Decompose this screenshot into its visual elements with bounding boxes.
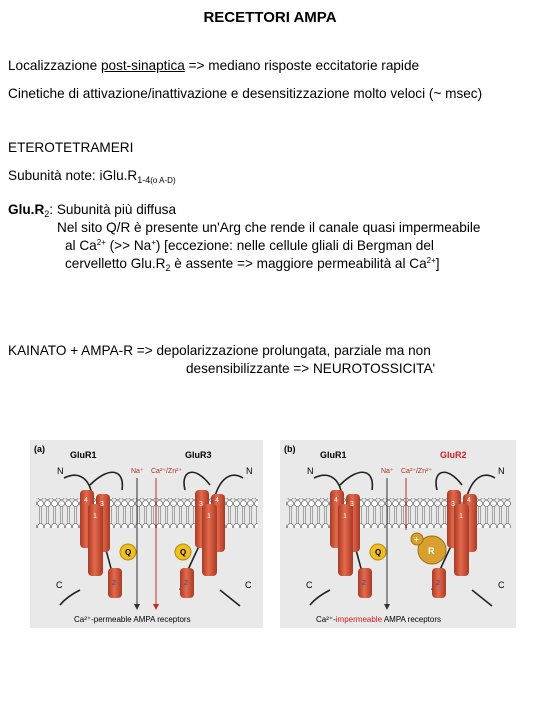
panel-a bbox=[30, 440, 263, 628]
panel-a-c-right: C bbox=[245, 580, 252, 590]
panel-a-n-right: N bbox=[246, 466, 253, 476]
helix-number-3-right: 3 bbox=[199, 501, 203, 508]
panel-a-ca-label: Ca²⁺/Zn²⁺ bbox=[151, 468, 183, 475]
page-title: RECETTORI AMPA bbox=[203, 9, 337, 26]
panel-b-n-left: N bbox=[307, 466, 314, 476]
panel-a-caption: Ca²⁺-permeable AMPA receptors bbox=[74, 615, 191, 624]
panel-b-q-label: Q bbox=[375, 548, 382, 557]
post-synaptic-term: post-sinaptica bbox=[100, 58, 185, 73]
helix-number-1: 1 bbox=[93, 513, 97, 520]
kinetics-line: Cinetiche di attivazione/inattivazione e desensitizzazione molto veloci (~ msec) bbox=[8, 86, 483, 101]
panel-b-label: (b) bbox=[284, 444, 296, 454]
panel-b-glur2-label: GluR2 bbox=[440, 450, 467, 460]
known-subunits-line: Subunità note: $iGlu.R_{1-4(o A-D)}$ bbox=[8, 168, 176, 185]
helix-number-2: 2 bbox=[112, 580, 116, 587]
b-helix-number-4-right: 4 bbox=[467, 497, 471, 504]
b-helix-number-2: 2 bbox=[362, 580, 366, 587]
panel-b-c-right: C bbox=[498, 580, 505, 590]
b-helix-number-1: 1 bbox=[343, 513, 347, 520]
panel-b-plus-label: + bbox=[414, 535, 419, 544]
panel-a-q-right-label: Q bbox=[180, 548, 187, 557]
b-helix-number-3-right: 3 bbox=[451, 501, 455, 508]
panel-b-r-label: R bbox=[428, 546, 435, 556]
localization-line: Localizzazione post-sinaptica => mediano risposte eccitatorie rapide bbox=[8, 58, 420, 73]
helix-number-4-right: 4 bbox=[215, 497, 219, 504]
neurotoxicity-line: desensibilizzante => NEUROTOSSICITA' bbox=[186, 361, 436, 376]
panel-a-na-label: Na⁺ bbox=[131, 468, 144, 475]
panel-a-n-left: N bbox=[57, 466, 64, 476]
glur2-description: $Glu.R_2$: Subunità più diffusa bbox=[8, 202, 176, 219]
b-helix-number-1-right: 1 bbox=[459, 513, 463, 520]
helix-number-1-right: 1 bbox=[207, 513, 211, 520]
kainate-line: KAINATO + AMPA-R => depolarizzazione prolungata, parziale ma non bbox=[8, 343, 431, 358]
panel-a-c-left: C bbox=[56, 580, 63, 590]
b-helix-number-2-right: 2 bbox=[436, 580, 440, 587]
glur2-site-line: Nel sito Q/R è presente un'Arg che rende il canale quasi impermeabile bbox=[57, 220, 481, 235]
panel-b-ca-label: Ca²⁺/Zn²⁺ bbox=[401, 468, 433, 475]
panel-a-label: (a) bbox=[34, 444, 45, 454]
panel-a-q-left-label: Q bbox=[125, 548, 132, 557]
panel-b-na-label: Na⁺ bbox=[381, 468, 394, 475]
helix-number-4: 4 bbox=[84, 497, 88, 504]
panel-b-caption: Ca²⁺-impermeable AMPA receptors bbox=[316, 615, 442, 624]
panel-a-glur1-label: GluR1 bbox=[70, 450, 97, 460]
b-helix-number-3: 3 bbox=[350, 501, 354, 508]
ampa-receptor-figure bbox=[30, 440, 520, 630]
panel-b-c-left: C bbox=[306, 580, 313, 590]
glur2-exception-line: al $Ca^{2+}$ (>> Na+) [eccezione: nelle cellule gliali di Bergman del bbox=[65, 238, 434, 253]
panel-b bbox=[280, 440, 516, 628]
panel-b-membrane bbox=[286, 498, 511, 528]
helix-number-3: 3 bbox=[100, 501, 104, 508]
panel-a-glur3-label: GluR3 bbox=[185, 450, 212, 460]
helix-number-2-right: 2 bbox=[184, 580, 188, 587]
panel-b-glur1-label: GluR1 bbox=[320, 450, 347, 460]
panel-b-n-right: N bbox=[498, 466, 505, 476]
heterotetramer-heading: ETEROTETRAMERI bbox=[8, 140, 134, 155]
b-helix-number-4: 4 bbox=[334, 497, 338, 504]
glur2-cerebellum-line: cervelletto $Glu.R_2$ è assente => maggiore permeabilità al $Ca^{2+}$] bbox=[65, 256, 440, 273]
